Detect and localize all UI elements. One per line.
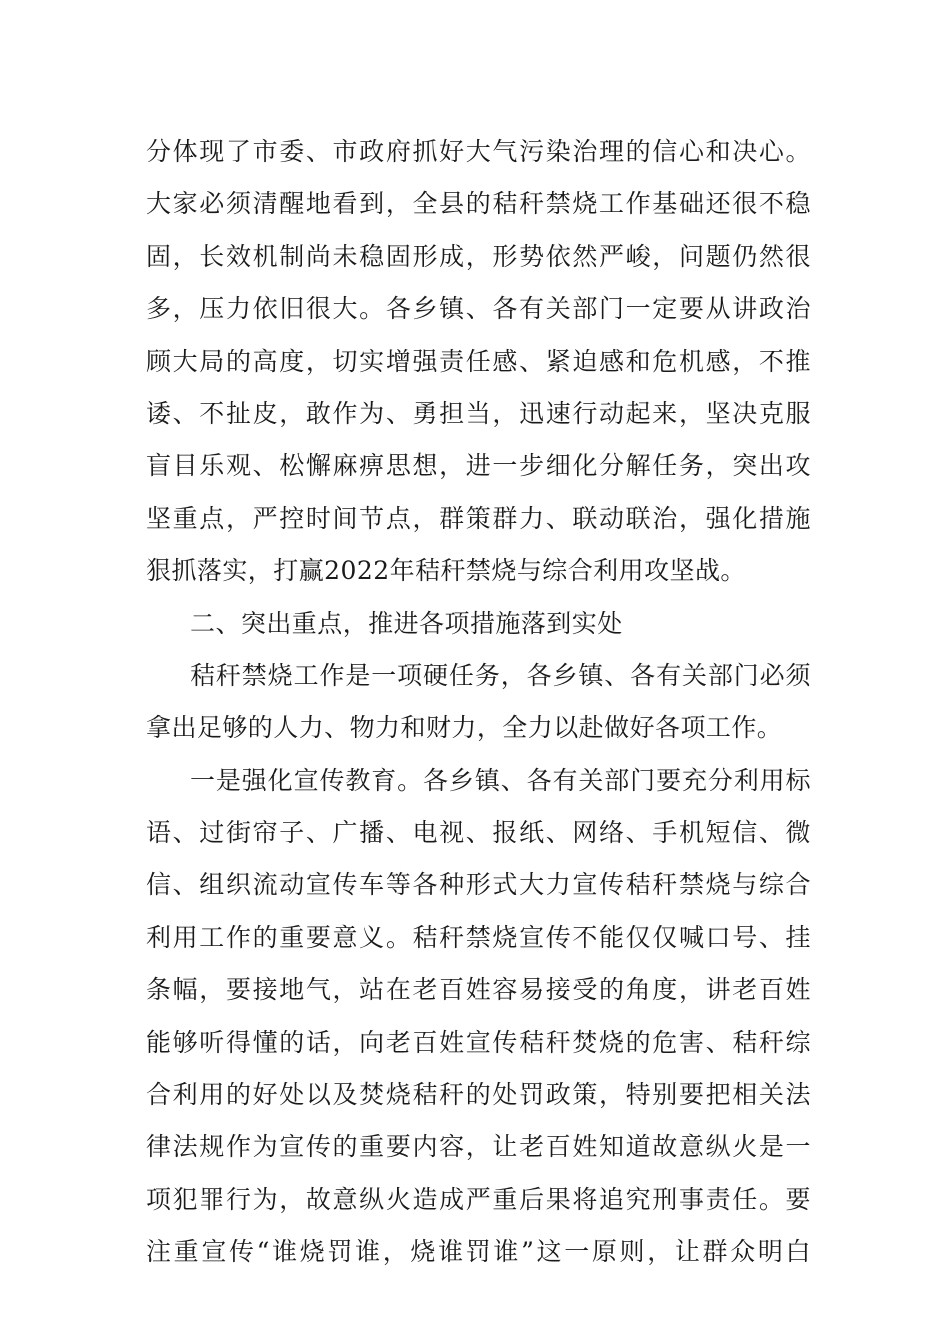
text-line: 语、过街帘子、广播、电视、报纸、网络、手机短信、微 [146,818,811,848]
text-line: 大家必须清醒地看到，全县的秸秆禁烧工作基础还很不稳 [146,189,811,219]
text-line: 信、组织流动宣传车等各种形式大力宣传秸秆禁烧与综合 [146,870,811,900]
text-line: 律法规作为宣传的重要内容，让老百姓知道故意纵火是一 [146,1132,811,1162]
text-line: 能够听得懂的话，向老百姓宣传秸秆焚烧的危害、秸秆综 [146,1027,811,1057]
text-line: 固，长效机制尚未稳固形成，形势依然严峻，问题仍然很 [146,241,811,271]
text-line: 盲目乐观、松懈麻痹思想，进一步细化分解任务，突出攻 [146,451,811,481]
text-line: 秸秆禁烧工作是一项硬任务，各乡镇、各有关部门必须 [190,660,811,690]
text-line: 狠抓落实，打赢2022年秸秆禁烧与综合利用攻坚战。 [146,556,746,586]
text-line: 拿出足够的人力、物力和财力，全力以赴做好各项工作。 [146,713,783,743]
text-line: 合利用的好处以及焚烧秸秆的处罚政策，特别要把相关法 [146,1080,811,1110]
text-line: 一是强化宣传教育。各乡镇、各有关部门要充分利用标 [190,765,811,795]
text-line: 注重宣传“谁烧罚谁，烧谁罚谁”这一原则，让群众明白 [146,1237,811,1267]
text-line: 多，压力依旧很大。各乡镇、各有关部门一定要从讲政治 [146,294,811,324]
body-text [146,126,811,1279]
text-line: 诿、不扯皮，敢作为、勇担当，迅速行动起来，坚决克服 [146,398,811,428]
text-line: 顾大局的高度，切实增强责任感、紧迫感和危机感，不推 [146,346,811,376]
text-line: 利用工作的重要意义。秸秆禁烧宣传不能仅仅喊口号、挂 [146,922,811,952]
text-line: 条幅，要接地气，站在老百姓容易接受的角度，讲老百姓 [146,975,811,1005]
text-line: 坚重点，严控时间节点，群策群力、联动联治，强化措施 [146,503,811,533]
text-line: 分体现了市委、市政府抓好大气污染治理的信心和决心。 [146,137,811,166]
text-line: 项犯罪行为，故意纵火造成严重后果将追究刑事责任。要 [146,1184,811,1214]
section-heading: 二、突出重点，推进各项措施落到实处 [190,608,623,638]
